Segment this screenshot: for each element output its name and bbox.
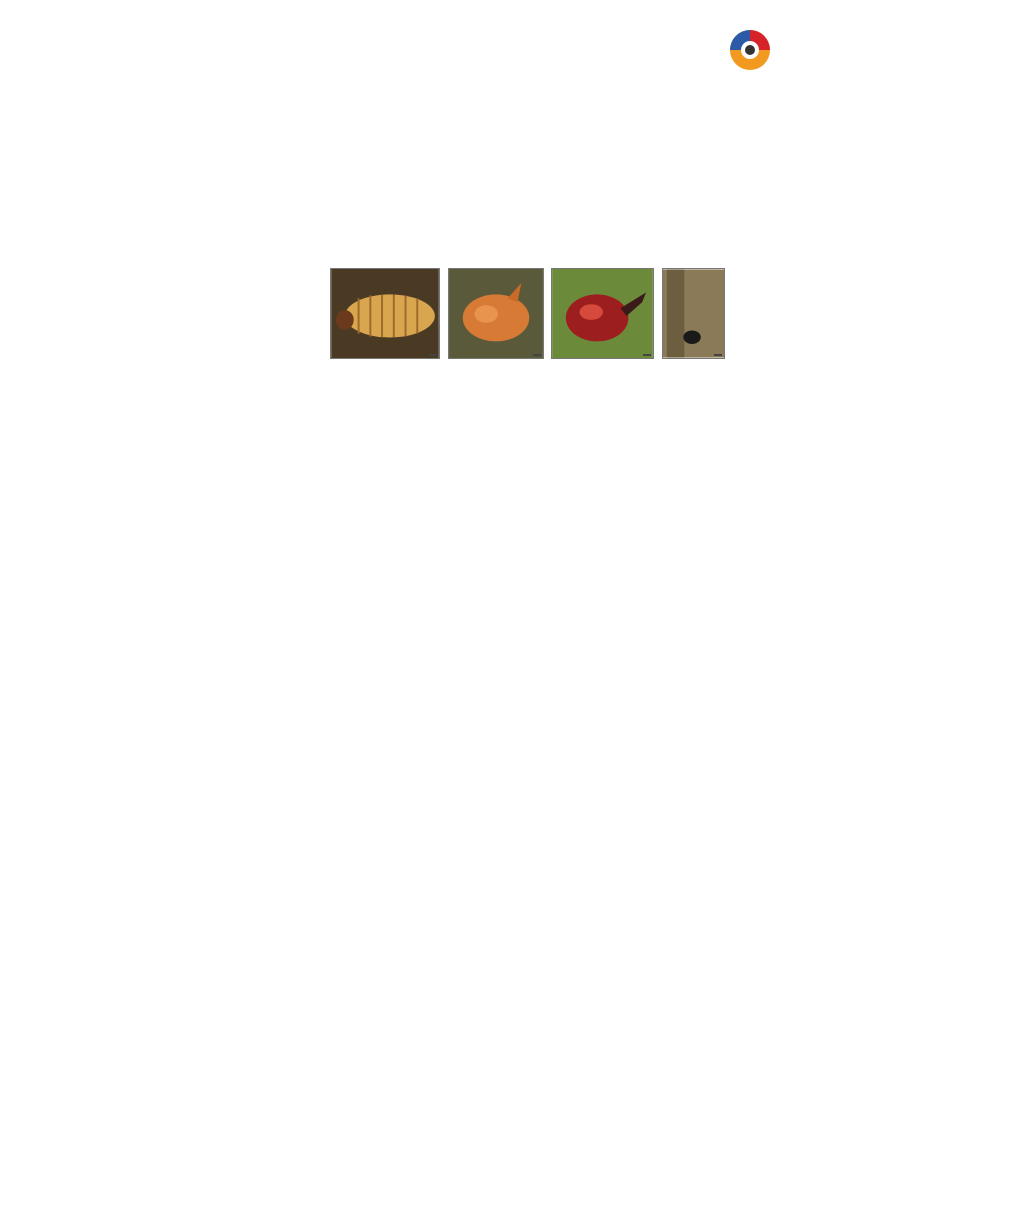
- affiliations: [160, 166, 860, 176]
- photo-label-c: [643, 354, 651, 356]
- photo-pupa: [448, 268, 544, 359]
- photo-larva: [330, 268, 440, 359]
- conference-logo: [726, 24, 998, 102]
- photo-label-b: [533, 354, 541, 356]
- larva-image: [331, 269, 439, 358]
- conference-emblem-icon: [726, 26, 774, 74]
- photo-label-a: [429, 354, 437, 356]
- photo-adult-gallery: [662, 268, 725, 359]
- intro-figure-caption: [323, 366, 763, 376]
- photo-label-d: [714, 354, 722, 356]
- pupa-image: [449, 269, 543, 358]
- adult-in-gallery-image: [663, 269, 724, 358]
- adult-beetle-image: [552, 269, 653, 358]
- photo-adult: [551, 268, 654, 359]
